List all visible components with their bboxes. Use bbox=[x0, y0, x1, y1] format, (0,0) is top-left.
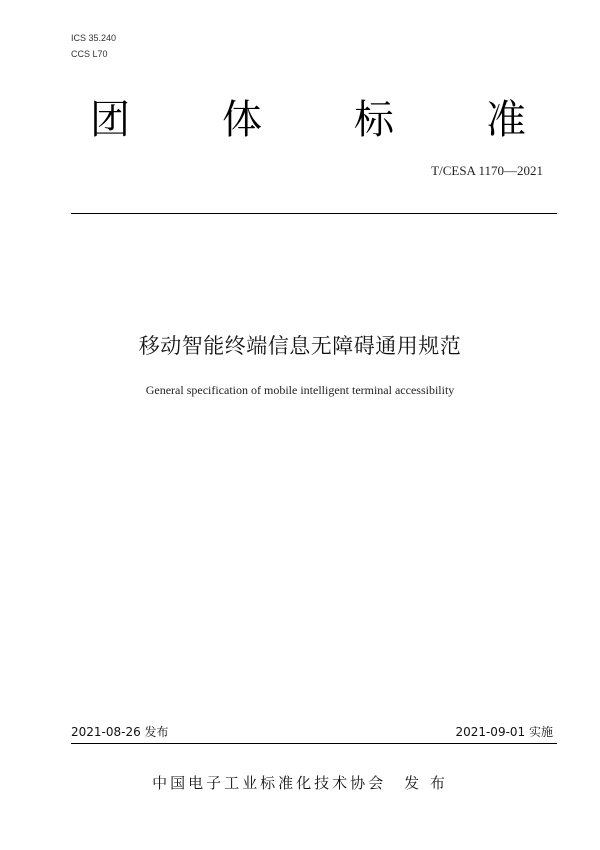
heading-char: 体 bbox=[222, 97, 262, 143]
issue-label: 发 布 bbox=[404, 774, 448, 792]
standard-number: T/CESA 1170—2021 bbox=[431, 163, 543, 178]
publish-date: 2021-08-26 发布 bbox=[71, 725, 169, 739]
document-title-english: General specification of mobile intelligent terminal accessibility bbox=[145, 383, 455, 397]
ccs-code: CCS L70 bbox=[71, 49, 108, 59]
publisher-name: 中国电子工业标准化技术协会 bbox=[152, 774, 387, 792]
heading-char: 标 bbox=[354, 97, 394, 143]
heading-char: 团 bbox=[90, 97, 130, 143]
document-title-chinese: 移动智能终端信息无障碍通用规范 bbox=[138, 334, 462, 358]
publisher-line bbox=[0, 772, 600, 793]
implement-date: 2021-09-01 实施 bbox=[455, 725, 553, 739]
classification-codes bbox=[71, 30, 116, 62]
bottom-divider bbox=[71, 743, 557, 744]
heading-char: 准 bbox=[486, 97, 526, 143]
top-divider bbox=[71, 213, 557, 214]
standard-type-heading bbox=[88, 92, 528, 148]
ics-code: ICS 35.240 bbox=[71, 33, 117, 43]
